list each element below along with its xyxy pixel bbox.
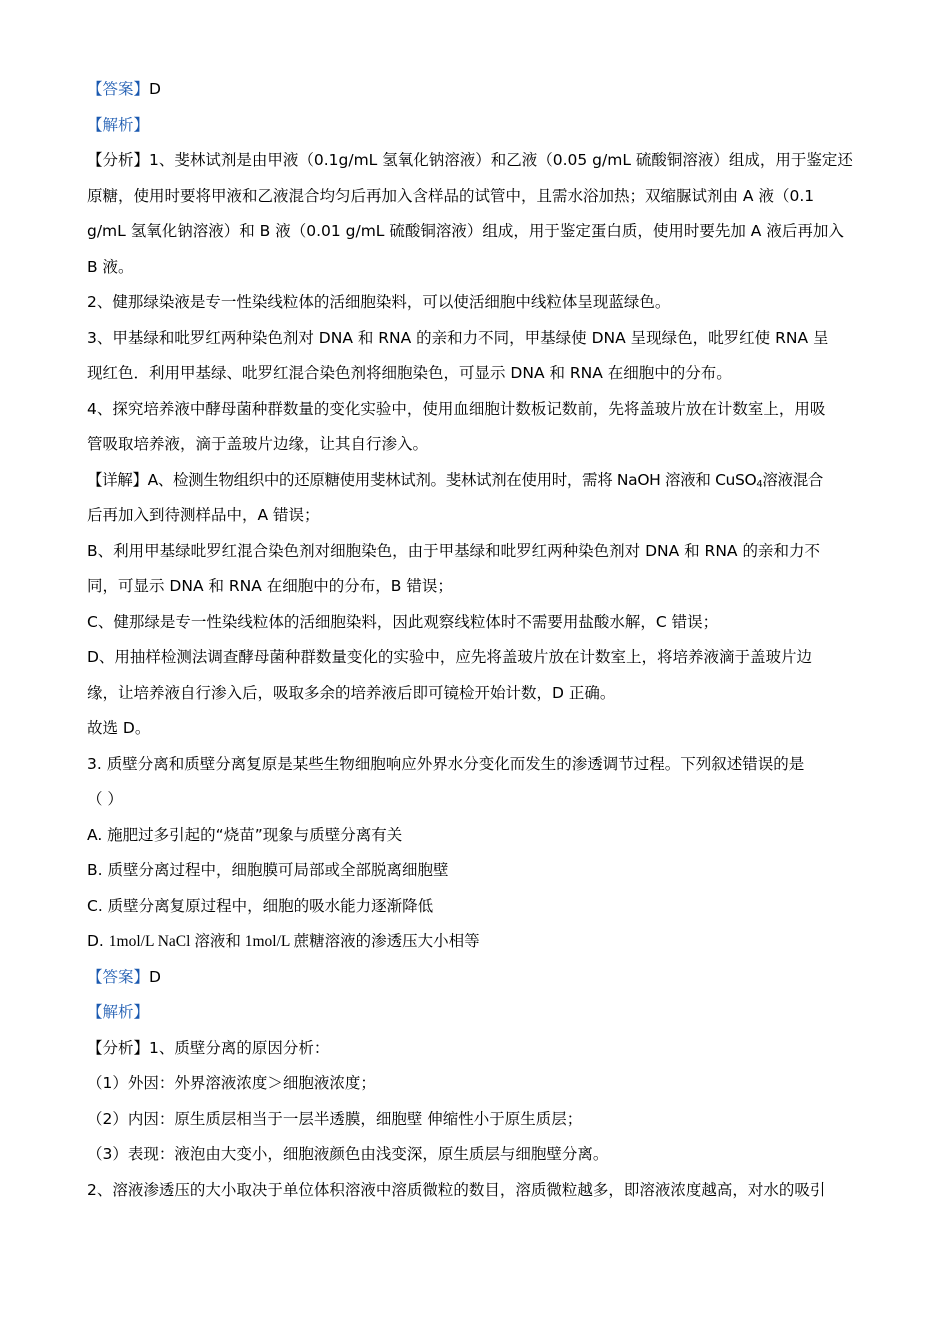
analysis-line: 现红色．利用甲基绿、吡罗红混合染色剂将细胞染色，可显示 DNA 和 RNA 在细胞中的分布。 <box>87 364 732 382</box>
conclusion-line: 故选 D。 <box>87 719 151 737</box>
subscript: 4 <box>756 478 763 490</box>
analysis-line: 2、健那绿染液是专一性染线粒体的活细胞染料，可以使活细胞中线粒体呈现蓝绿色。 <box>87 293 671 311</box>
question-bracket: （ ） <box>87 790 123 808</box>
detail-line: 后再加入到待测样品中，A 错误； <box>87 506 320 524</box>
analysis-line: 2、溶液渗透压的大小取决于单位体积溶液中溶质微粒的数目，溶质微粒越多，即溶液浓度越高，对水的吸引 <box>87 1180 826 1199</box>
analysis-label: 【解析】 <box>87 115 150 134</box>
analysis-line: B 液。 <box>87 257 134 276</box>
detail-line: C、健那绿是专一性染线粒体的活细胞染料，因此观察线粒体时不需要用盐酸水解，C 错误； <box>87 612 719 631</box>
option-b: B. 质壁分离过程中，细胞膜可局部或全部脱离细胞壁 <box>87 861 449 879</box>
question-stem: 3. 质壁分离和质壁分离复原是某些生物细胞响应外界水分变化而发生的渗透调节过程。下列叙述错误的是 <box>87 754 805 773</box>
option-a: A. 施肥过多引起的“烧苗”现象与质壁分离有关 <box>87 825 403 844</box>
analysis-line: 原糖，使用时要将甲液和乙液混合均匀后再加入含样品的试管中，且需水浴加热；双缩脲试剂由 A 液（0.1 <box>87 186 815 205</box>
answer-label: 【答案】 <box>87 967 150 986</box>
detail-line: B、利用甲基绿吡罗红混合染色剂对细胞染色，由于甲基绿和吡罗红两种染色剂对 DNA 和 RNA 的亲和力不 <box>87 541 820 560</box>
detail-line: D、用抽样检测法调查酵母菌种群数量变化的实验中，应先将盖玻片放在计数室上，将培养液滴于盖玻片边 <box>87 648 812 666</box>
answer-value: D <box>149 967 161 986</box>
detail-line: 缘，让培养液自行渗入后，吸取多余的培养液后即可镜检开始计数，D 正确。 <box>87 683 616 702</box>
answer-line <box>87 960 865 996</box>
option-d-text: 1mol/L NaCl 溶液和 1mol/L 蔗糖溶液的渗透压大小相等 <box>108 933 480 950</box>
option-d-label: D. <box>87 932 109 950</box>
analysis-line: 3、甲基绿和吡罗红两种染色剂对 DNA 和 RNA 的亲和力不同，甲基绿使 DNA 呈现绿色，吡罗红使 RNA 呈 <box>87 328 829 347</box>
analysis-line: （1）外因：外界溶液浓度＞细胞液浓度； <box>87 1074 376 1092</box>
analysis-line: 【分析】1、斐林试剂是由甲液（0.1g/mL 氢氧化钠溶液）和乙液（0.05 g/mL 硫酸铜溶液）组成，用于鉴定还 <box>87 151 853 169</box>
analysis-line: 4、探究培养液中酵母菌种群数量的变化实验中，使用血细胞计数板记数前，先将盖玻片放在计数室上，用吸 <box>87 399 826 418</box>
detail-text: 【详解】A、检测生物组织中的还原糖使用斐林试剂。斐林试剂在使用时，需将 NaOH 溶液和 CuSO <box>87 470 757 489</box>
detail-text: 溶液混合 <box>762 470 823 489</box>
analysis-label: 【解析】 <box>87 1003 150 1021</box>
analysis-line: g/mL 氢氧化钠溶液）和 B 液（0.01 g/mL 硫酸铜溶液）组成，用于鉴定蛋白质，使用时要先加 A 液后再加入 <box>87 222 844 240</box>
answer-value: D <box>149 80 161 98</box>
document-page <box>87 72 865 1208</box>
detail-line <box>87 463 865 499</box>
detail-line: 同，可显示 DNA 和 RNA 在细胞中的分布，B 错误； <box>87 577 453 595</box>
analysis-line: （3）表现：液泡由大变小，细胞液颜色由浅变深，原生质层与细胞壁分离。 <box>87 1145 609 1163</box>
option-c: C. 质壁分离复原过程中，细胞的吸水能力逐渐降低 <box>87 896 434 915</box>
analysis-line: 管吸取培养液，滴于盖玻片边缘，让其自行渗入。 <box>87 435 429 453</box>
option-d <box>87 924 865 960</box>
answer-line <box>87 72 865 108</box>
answer-label: 【答案】 <box>87 80 150 98</box>
analysis-line: （2）内因：原生质层相当于一层半透膜，细胞壁 伸缩性小于原生质层； <box>87 1109 583 1128</box>
analysis-line: 【分析】1、质壁分离的原因分析： <box>87 1038 330 1057</box>
